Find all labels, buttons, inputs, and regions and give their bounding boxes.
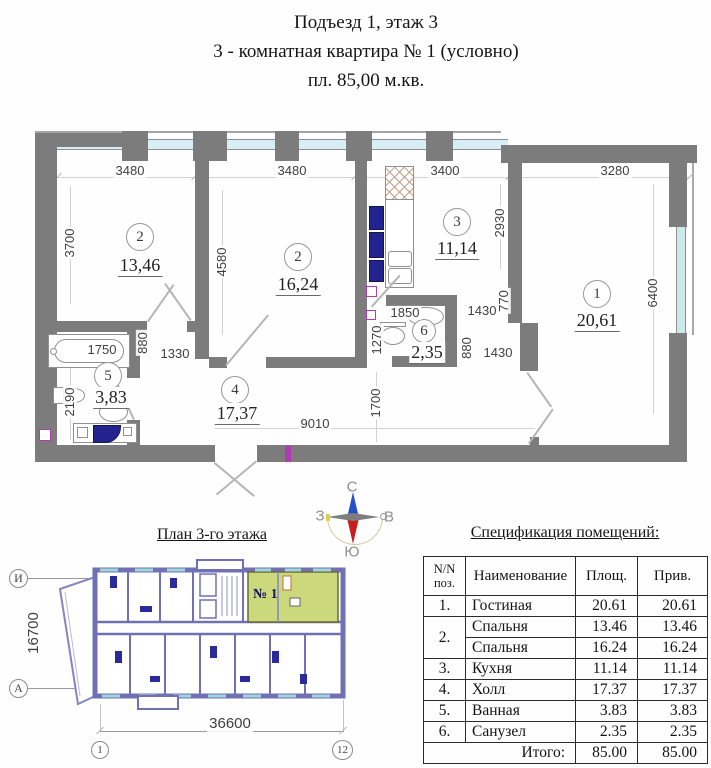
axis-bubble-top: И	[9, 569, 28, 588]
table-row	[424, 722, 708, 743]
wall-bedrooms-divider	[195, 147, 209, 359]
room-number-bath: 5	[94, 362, 122, 390]
total-label: Итого:	[424, 743, 576, 764]
wall-hall-top-a	[209, 357, 227, 368]
mini-elevator-1	[200, 574, 216, 596]
stove	[385, 166, 414, 200]
bath-cabinet-box-1	[77, 427, 88, 438]
title-line-apartment: 3 - комнатная квартира № 1 (условно)	[213, 41, 519, 62]
kitchen-sink-1	[388, 251, 412, 267]
dim-top-living: 3280	[600, 162, 630, 178]
dim-bath-depth: 2190	[61, 387, 77, 417]
col-header-pos-line1: N/N	[433, 561, 456, 576]
accent-box-1	[366, 286, 377, 297]
room-area-wc: 2,35	[411, 342, 443, 362]
cell-area: 17.37	[576, 680, 638, 701]
grid-bubble-first: 1	[91, 741, 109, 759]
room-area-bath: 3,83	[95, 387, 127, 407]
door-bedroom1-b	[164, 283, 191, 321]
cell-pos: 4.	[424, 680, 466, 701]
wall-bath-top	[35, 321, 147, 332]
dim-top-kitchen: 3400	[430, 162, 460, 178]
room-area-bedroom2: 16,24	[277, 274, 319, 294]
table-row	[424, 701, 708, 722]
wall-hall-living	[520, 323, 538, 371]
cell-area: 3.83	[576, 701, 638, 722]
cell-pos: 5.	[424, 701, 466, 722]
compass-south-label: Ю	[344, 543, 360, 561]
dim-top-bedroom2: 3480	[277, 162, 307, 178]
cell-priv: 17.37	[638, 680, 708, 701]
dim-bath-lobby-width: 1330	[160, 345, 190, 361]
col-header-name: Наименование	[466, 557, 576, 596]
window-band-right	[676, 227, 686, 333]
cell-priv: 13.46	[638, 617, 708, 638]
cell-name: Ванная	[466, 701, 576, 722]
room-number-living: 1	[583, 280, 611, 308]
cell-priv: 20.61	[638, 596, 708, 617]
cell-pos: 6.	[424, 722, 466, 743]
window-pier-5	[426, 131, 453, 161]
mini-plan-svg	[50, 556, 350, 726]
dim-entry-niche-depth: 880	[458, 337, 474, 359]
wall-right-lower	[669, 333, 687, 462]
dim-entry-top-width: 1430	[467, 302, 497, 318]
table-row	[424, 617, 708, 638]
room-area-kitchen: 11,14	[437, 238, 477, 258]
table-row	[424, 659, 708, 680]
mini-apt-fixture-2	[290, 598, 300, 606]
wall-top-right	[501, 145, 697, 163]
door-bedroom2	[225, 314, 269, 366]
door-entrance-a	[216, 461, 257, 496]
accent-box-3	[39, 429, 51, 441]
cell-name: Спальня	[466, 617, 576, 638]
title-line-area: пл. 85,00 м.кв.	[307, 70, 425, 91]
cell-pos: 2.	[424, 617, 466, 659]
spec-table-title: Спецификация помещений:	[470, 524, 660, 541]
door-living-a	[527, 372, 552, 407]
wall-right-upper	[669, 163, 687, 227]
cell-name: Холл	[466, 680, 576, 701]
col-header-priv: Прив.	[638, 557, 708, 596]
dim-line-top	[57, 177, 690, 178]
cell-name: Кухня	[466, 659, 576, 680]
table-total-row	[424, 743, 708, 764]
mini-elevator-2	[200, 600, 216, 618]
bathtub-tap-icon	[50, 348, 57, 355]
room-number-bedroom2: 2	[284, 243, 312, 271]
door-living-b	[528, 409, 553, 444]
cell-area: 13.46	[576, 617, 638, 638]
dim-entry-niche-width: 1430	[483, 344, 513, 360]
cell-name: Гостиная	[466, 596, 576, 617]
dim-top-bedroom1: 3480	[115, 162, 145, 178]
compass-west-arrow-icon	[327, 513, 353, 521]
cell-pos: 1.	[424, 596, 466, 617]
balcony-rail-line	[692, 163, 694, 335]
title-line-entrance: Подъезд 1, этаж 3	[294, 12, 438, 33]
col-header-pos-line2: поз.	[433, 576, 455, 590]
room-number-kitchen: 3	[443, 208, 471, 236]
cell-priv: 3.83	[638, 701, 708, 722]
room-area-living: 20,61	[576, 310, 618, 330]
mini-width-dim: 36600	[209, 714, 251, 732]
table-row	[424, 638, 708, 659]
spec-header-row	[424, 557, 708, 596]
dim-bathtub: 1750	[87, 341, 117, 357]
accent-box-2	[366, 310, 376, 320]
cell-pos: 3.	[424, 659, 466, 680]
room-number-hall: 4	[221, 376, 249, 404]
col-header-area: Площ.	[576, 557, 638, 596]
cell-area: 11.14	[576, 659, 638, 680]
spec-table	[423, 556, 708, 764]
window-pier-3	[275, 131, 299, 161]
compass-south-needle-icon	[347, 518, 359, 544]
dim-wc-depth: 1270	[368, 325, 384, 355]
dim-entry-top-depth: 770	[495, 290, 511, 312]
col-header-pos	[424, 557, 466, 596]
total-area: 85.00	[576, 743, 638, 764]
room-number-bedroom1: 2	[126, 223, 154, 251]
riser-shaft-3	[369, 260, 384, 282]
dim-hall-length: 9010	[300, 415, 330, 431]
mini-entry-stub	[138, 696, 178, 709]
wall-exterior-left	[35, 133, 57, 462]
riser-shaft-2	[369, 232, 384, 258]
table-row	[424, 680, 708, 701]
toilet-bowl-wc	[381, 327, 405, 345]
compass-west-label: З	[315, 507, 325, 525]
dim-wc-width: 1850	[390, 304, 420, 320]
wall-shaft-left	[355, 147, 367, 368]
compass-west-tip-mark	[326, 514, 330, 521]
window-pier-1	[122, 131, 148, 161]
room-number-wc: 6	[412, 319, 436, 343]
grid-bubble-last: 12	[332, 740, 353, 760]
entrance-threshold-marker	[285, 446, 291, 462]
cell-area: 16.24	[576, 638, 638, 659]
dim-living-depth: 6400	[644, 278, 660, 308]
wall-bottom-main	[257, 445, 687, 462]
cell-priv: 16.24	[638, 638, 708, 659]
dim-bedroom2-depth: 4580	[213, 247, 229, 277]
axis-bubble-bottom: А	[9, 679, 28, 698]
dim-kitchen-depth: 2930	[491, 208, 507, 238]
title-block	[20, 8, 711, 95]
cell-area: 20.61	[576, 596, 638, 617]
table-row	[424, 596, 708, 617]
dim-line-9010	[215, 428, 535, 429]
cell-name: Санузел	[466, 722, 576, 743]
total-priv: 85.00	[638, 743, 708, 764]
mini-apt-fixture-1	[283, 576, 291, 590]
mini-plan-title: План 3-го этажа	[156, 526, 267, 543]
bath-cabinet-box-2	[123, 427, 132, 436]
cell-priv: 2.35	[638, 722, 708, 743]
room-area-bedroom1: 13,46	[119, 255, 161, 275]
dim-bedroom1-width: 3700	[61, 228, 77, 258]
apartment-number-label: № 1	[253, 587, 278, 602]
compass-east-label: В	[383, 508, 395, 526]
wall-bath-top-stub	[187, 321, 195, 332]
cell-priv: 11.14	[638, 659, 708, 680]
room-area-hall: 17,37	[216, 403, 258, 423]
wall-hall-top-b	[266, 357, 355, 368]
cell-area: 2.35	[576, 722, 638, 743]
dim-bath-lobby-depth: 880	[134, 332, 150, 354]
wall-bottom-left	[35, 445, 215, 462]
riser-shaft-1	[369, 206, 384, 230]
mini-height-dim: 16700	[24, 612, 42, 654]
compass-north-label: С	[346, 478, 358, 496]
dim-hall-width: 1700	[367, 388, 383, 418]
mini-core-bump	[197, 560, 243, 570]
wall-wc-right	[445, 306, 457, 356]
compass-east-arrow-icon	[353, 513, 379, 521]
cell-name: Спальня	[466, 638, 576, 659]
